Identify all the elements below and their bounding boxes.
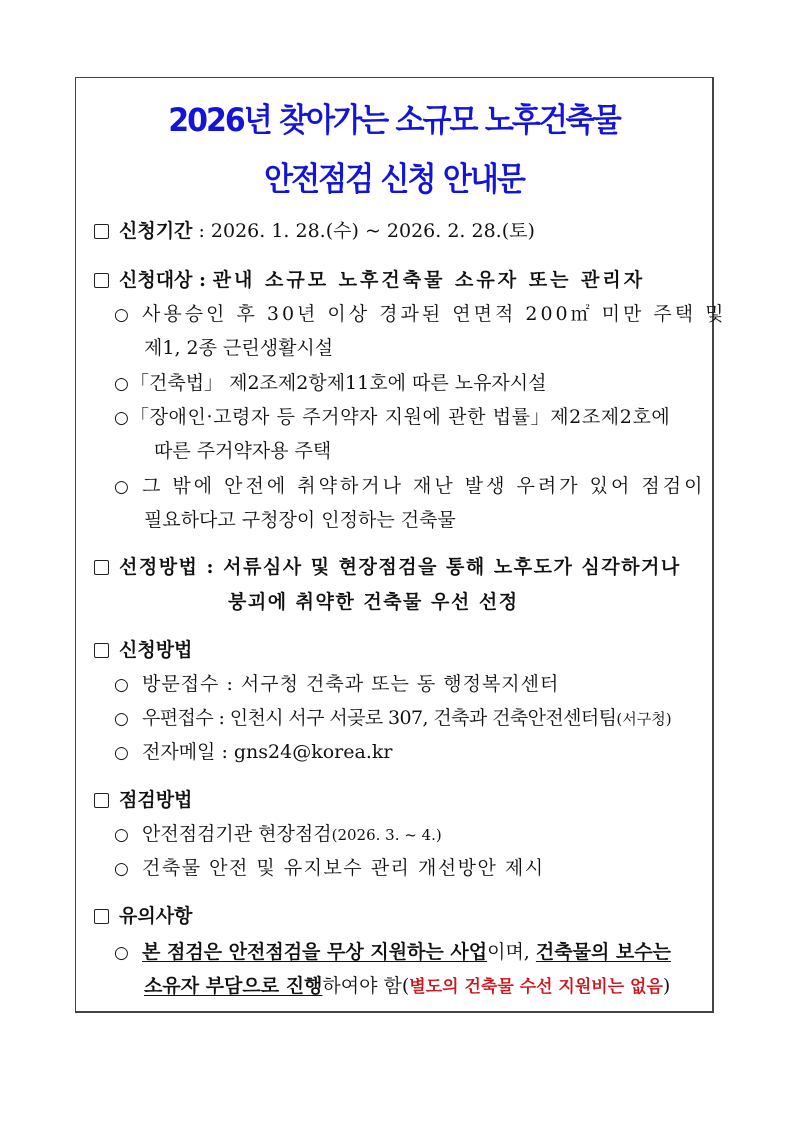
list-item: ○ 본 점검은 안전점검을 무상 지원하는 사업이며, 건축물의 보수는 xyxy=(114,941,671,963)
circle-bullet-icon: ○ xyxy=(114,859,131,879)
list-item: ○ 방문접수 : 서구청 건축과 또는 동 행정복지센터 xyxy=(114,673,560,695)
circle-bullet-icon: ○ xyxy=(114,374,129,394)
section-label: 신청방법 xyxy=(119,639,193,661)
list-item: ○「건축법」 제2조제2항제11호에 따른 노유자시설 xyxy=(114,372,547,394)
circle-bullet-icon: ○ xyxy=(114,709,129,729)
section-application-period: 신청기간 : 2026. 1. 28.(수) ~ 2026. 2. 28.(토) xyxy=(94,219,535,243)
circle-bullet-icon: ○ xyxy=(114,743,129,763)
title-line-1: 2026년 찾아가는 소규모 노후건축물 xyxy=(168,101,620,140)
list-item: ○ 안전점검기관 현장점검(2026. 3. ~ 4.) xyxy=(114,823,442,845)
section-label: 점검방법 xyxy=(119,789,193,811)
email-address[interactable]: 전자메일 : gns24@korea.kr xyxy=(142,741,393,763)
selection-method-continuation: 붕괴에 취약한 건축물 우선 선정 xyxy=(228,591,519,613)
section-label: 유의사항 xyxy=(119,905,193,927)
notice-box xyxy=(75,77,727,1013)
title-line-2: 안전점검 신청 안내문 xyxy=(264,160,524,199)
checkbox-square-icon xyxy=(94,224,109,239)
list-item: ○ 사용승인 후 30년 이상 경과된 연면적 200㎡ 미만 주택 및 xyxy=(114,303,727,325)
checkbox-square-icon xyxy=(94,909,109,924)
circle-bullet-icon: ○ xyxy=(114,943,129,963)
circle-bullet-icon: ○ xyxy=(114,477,132,497)
section-inspection-method xyxy=(94,788,192,812)
no-repair-subsidy-note: 별도의 건축물 수선 지원비는 없음 xyxy=(409,977,663,997)
circle-bullet-icon: ○ xyxy=(114,825,129,845)
checkbox-square-icon xyxy=(94,273,109,288)
list-item-continuation: 필요하다고 구청장이 인정하는 건축물 xyxy=(144,509,456,531)
checkbox-square-icon xyxy=(94,793,109,808)
section-notes xyxy=(94,904,192,928)
list-item xyxy=(114,740,392,765)
repair-cost-note: 건축물의 보수는 xyxy=(535,941,671,963)
section-eligibility: 신청대상 : 관내 소규모 노후건축물 소유자 또는 관리자 xyxy=(94,268,645,292)
list-item: ○ 건축물 안전 및 유지보수 관리 개선방안 제시 xyxy=(114,857,545,879)
section-selection-method: 선정방법 : 서류심사 및 현장점검을 통해 노후도가 심각하거나 xyxy=(94,555,681,579)
circle-bullet-icon: ○ xyxy=(114,408,130,428)
section-label: 선정방법 xyxy=(119,556,199,578)
owner-burden-note: 소유자 부담으로 진행 xyxy=(144,975,323,997)
list-item: ○ 우편접수 : 인천시 서구 서곶로 307, 건축과 건축안전센터팀(서구청) xyxy=(114,707,672,729)
free-support-note: 본 점검은 안전점검을 무상 지원하는 사업 xyxy=(142,941,488,963)
list-item-continuation: 따른 주거약자용 주택 xyxy=(154,440,332,462)
checkbox-square-icon xyxy=(94,643,109,658)
section-label: 신청기간 xyxy=(119,220,193,242)
section-label: 신청대상 xyxy=(119,269,193,291)
list-item: ○ 그 밖에 안전에 취약하거나 재난 발생 우려가 있어 점검이 xyxy=(114,475,706,497)
list-item-continuation: 제1, 2종 근린생활시설 xyxy=(144,337,334,359)
section-application-method xyxy=(94,638,192,662)
list-item-continuation: 소유자 부담으로 진행하여야 함(별도의 건축물 수선 지원비는 없음) xyxy=(144,975,671,997)
selection-method-value: 서류심사 및 현장점검을 통해 노후도가 심각하거나 xyxy=(223,556,681,578)
circle-bullet-icon: ○ xyxy=(114,675,130,695)
circle-bullet-icon: ○ xyxy=(114,305,132,325)
checkbox-square-icon xyxy=(94,560,109,575)
application-period-value: 2026. 1. 28.(수) ~ 2026. 2. 28.(토) xyxy=(210,220,535,242)
eligibility-value: 관내 소규모 노후건축물 소유자 또는 관리자 xyxy=(212,269,646,291)
list-item: ○「장애인·고령자 등 주거약자 지원에 관한 법률」제2조제2호에 xyxy=(114,406,671,428)
